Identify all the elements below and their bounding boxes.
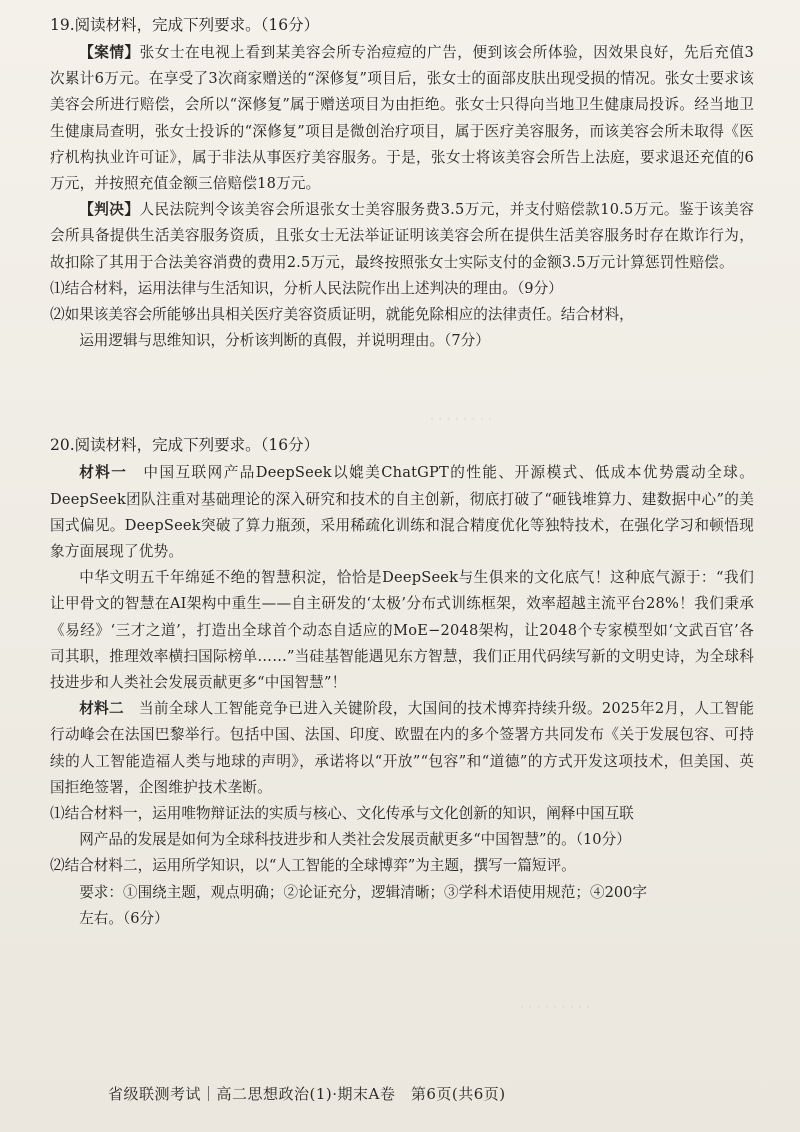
q20-sub-question-1-line-1: ⑴结合材料一，运用唯物辩证法的实质与核心、文化传承与文化创新的知识，阐释中国互联 <box>50 805 634 823</box>
q19-sub-question-2-line-2: 运用逻辑与思维知识，分析该判断的真假，并说明理由。（7分） <box>79 332 490 350</box>
q19-sub-question-1: ⑴结合材料，运用法律与生活知识，分析人民法院作出上述判决的理由。（9分） <box>50 279 563 297</box>
material-2-paragraph <box>50 696 754 801</box>
q20-sub-question-2-line-2: 要求：①围绕主题，观点明确；②论证充分，逻辑清晰；③学科术语使用规范；④200字 <box>79 883 648 901</box>
material-2-text: 当前全球人工智能竞争已进入关键阶段，大国间的技术博弈持续升级。2025年2月，人工智能行动峰会在法国巴黎举行。包括中国、法国、印度、欧盟在内的多个签署方共同发布《关于发展包容、可持续的人工智能造福人类与地球的声明》，承诺将以“开放”“包容”和“道德”的方式开发这项技术，但美国、英国拒绝签署，企图维护技术垄断。 <box>50 700 754 796</box>
section-gap <box>50 354 754 432</box>
q20-sub-question-2-line-1: ⑵结合材料二，运用所学知识，以“人工智能的全球博弈”为主题，撰写一篇短评。 <box>50 857 576 875</box>
q20-sub-question-1-line-2: 网产品的发展是如何为全球科技进步和人类社会发展贡献更多“中国智慧”的。（10分） <box>79 831 631 849</box>
material-1-label: 材料一 <box>79 464 128 482</box>
q20-sub-question-2-line-3: 左右。（6分） <box>79 909 169 927</box>
verdict-paragraph <box>50 197 754 276</box>
case-text: 张女士在电视上看到某美容会所专治痘痘的广告，便到该会所体验，因效果良好，先后充值3次累计6万元。在享受了3次商家赠送的“深修复”项目后，张女士的面部皮肤出现受损的情况。张女士要求该美容会所进行赔偿，会所以“深修复”属于赠送项目为由拒绝。张女士只得向当地卫生健康局投诉。经当地卫生健康局查明，张女士投诉的“深修复”项目是微创治疗项目，属于医疗美容服务，而该美容会所未取得《医疗机构执业许可证》，属于非法从事医疗美容服务。于是，张女士将该美容会所告上法庭，要求退还充值的6万元，并按照充值金额三倍赔偿18万元。 <box>50 44 754 193</box>
question-19 <box>50 12 754 354</box>
question-20 <box>50 432 754 932</box>
case-paragraph <box>50 40 754 197</box>
question-19-title: 19.阅读材料，完成下列要求。（16分） <box>50 16 320 34</box>
bleed-through-mark: · · · · · · · · · <box>520 1000 591 1015</box>
question-20-title: 20.阅读材料，完成下列要求。（16分） <box>50 436 320 455</box>
verdict-text: 人民法院判令该美容会所退张女士美容服务费3.5万元，并支付赔偿款10.5万元。鉴于该美容会所具备提供生活美容服务资质，且张女士无法举证证明该美容会所在提供生活美容服务时存在欺诈行为，故扣除了其用于合法美容消费的费用2.5万元，最终按照张女士实际支付的金额3.5万元计算惩罚性赔偿。 <box>50 201 754 271</box>
material-1-text-1: 中国互联网产品DeepSeek以媲美ChatGPT的性能、开源模式、低成本优势震动全球。DeepSeek团队注重对基础理论的深入研究和技术的自主创新，彻底打破了“砸钱堆算力、建数据中心”的美国式偏见。DeepSeek突破了算力瓶颈，采用稀疏化训练和混合精度优化等独特技术，在强化学习和顿悟现象方面展现了优势。 <box>50 464 755 561</box>
case-tag: 【案情】 <box>79 44 140 61</box>
verdict-tag: 【判决】 <box>79 201 140 219</box>
material-1-paragraph-2: 中华文明五千年绵延不绝的智慧积淀，恰恰是DeepSeek与生俱来的文化底气！这种底气源于：“我们让甲骨文的智慧在AI架构中重生——自主研发的‘太极’分布式训练框架，效率超越主流平台28%！我们秉承《易经》‘三才之道’，打造出全球首个动态自适应的MoE−2048架构，让2048个专家模型如‘文武百官’各司其职，推理效率横扫国际榜单……”当硅基智能遇见东方智慧，我们正用代码续写新的文明史诗，为全球科技进步和人类社会发展贡献更多“中国智慧”！ <box>50 569 754 692</box>
material-2-label: 材料二 <box>79 700 124 718</box>
q19-sub-question-2-line-1: ⑵如果该美容会所能够出具相关医疗美容资质证明，就能免除相应的法律责任。结合材料， <box>50 306 634 324</box>
material-1-paragraph-1 <box>50 460 754 565</box>
page-footer: 省级联测考试｜高二思想政治(1)·期末A卷 第6页(共6页) <box>108 1085 506 1103</box>
bleed-through-mark: · · · · · · · · <box>430 412 492 427</box>
